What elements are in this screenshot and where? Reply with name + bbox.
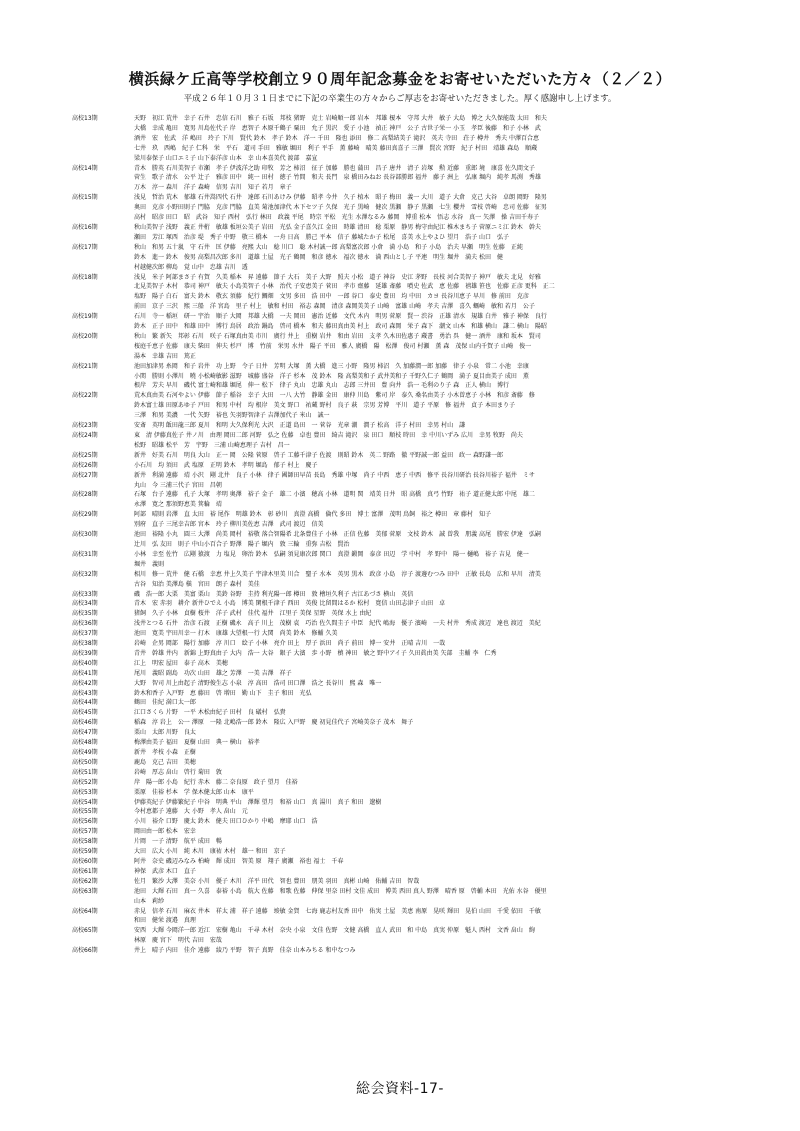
donor-names-line: 鈴木和香子 入戸野 恵 藤田 啓 増田 勤 山下 圭子 和田 光弘: [134, 689, 312, 697]
donor-names-line: 岸 陽一郎 小島 紀行 赤木 藤二 奈良原 政子 望月 佳裕: [134, 778, 298, 786]
donor-names-line: 万木 淳一 森川 洋子 森崎 信男 吉川 知子 若月 章子: [134, 184, 292, 192]
donor-names-line: 山本 莉紗: [134, 897, 165, 905]
donor-names: [134, 758, 752, 768]
donor-names-line: 鶴田 佳紀 満口太一郎: [134, 699, 196, 707]
class-year-row: [72, 689, 752, 699]
class-year-label: 高校55期: [72, 808, 98, 816]
class-year-row: [72, 461, 752, 471]
donor-names: [134, 243, 752, 273]
class-year-row: [72, 926, 752, 946]
donor-names-line: 新井 好美 石川 明良 大山 正一 岡 公隆 菅原 啓子 工藤千津子 佐渡 則昭 鈴木 英二 野路 徹 平野誠一郎 益田 政一 森野謙一郎: [134, 451, 503, 459]
class-year-row: [72, 510, 752, 530]
class-year-label: 高校41期: [72, 669, 98, 677]
donor-names: [134, 926, 752, 946]
class-year-row: [72, 778, 752, 788]
donor-names: [134, 718, 752, 728]
class-year-label: 高校39期: [72, 649, 98, 657]
class-year-label: 高校32期: [72, 570, 98, 578]
class-year-label: 高校53期: [72, 788, 98, 796]
donor-names-line: 酒井 宏 佐武 洋 嶋田 玲子 下川 賢代 鈴木 孝子 鈴木 洋一 千田 隆也 添田 修二 高梨結美子 滝沢 英夫 寺田 荘子 樽井 秀夫 中澤百合恵: [134, 134, 539, 142]
donor-names: [134, 738, 752, 748]
donor-names: [134, 471, 752, 491]
donor-names-line: 新井 孝枝 小森 正樹: [134, 749, 196, 756]
donor-names: [134, 798, 752, 808]
class-year-label: 高校38期: [72, 640, 98, 648]
class-year-label: 高校26期: [72, 461, 98, 469]
donor-names: [134, 391, 752, 421]
donor-names-line: 瀬田 芳江 塚西 治彦 堤 秀子 中野 敬三 橋本 一舟 日高 勝己 平本 信子 藤城たか子 松尾 喜美 水上やよひ 望月 浩子 山口 弘子: [134, 233, 509, 241]
donor-names-line: 堀井 義則: [134, 560, 165, 568]
class-year-row: [72, 471, 752, 491]
donor-names: [134, 837, 752, 847]
class-year-row: [72, 817, 752, 827]
class-year-label: 高校66期: [72, 947, 98, 955]
donor-names: [134, 788, 752, 798]
class-year-label: 高校14期: [72, 164, 98, 172]
donor-names-line: 林原 慶 宮下 明代 吉田 宏哉: [134, 937, 222, 945]
class-year-row: [72, 827, 752, 837]
donor-names-line: 岡田由一郎 松本 宏幸: [134, 828, 196, 836]
donor-names-line: 鈴木 進一 鈴木 俊男 高梨昌次郎 多川 道雄 土屋 光子 鶴岡 和彦 徳永 福次 徳永 満 西山とし子 平連 明生 堀井 満夫 松田 健: [134, 253, 503, 261]
donor-names: [134, 332, 752, 362]
page-title: 横浜緑ケ丘高等学校創立９０周年記念募金をお寄せいただいた方々（２／２）: [128, 70, 672, 88]
class-year-row: [72, 807, 752, 817]
donor-names-line: 和田 健栄 渡邉 真理: [134, 917, 196, 925]
donor-names: [134, 570, 752, 590]
class-year-row: [72, 114, 752, 164]
donor-names-line: 秋山美智子 浅野 義正 井桁 敏雄 板垣公美子 岩田 光弘 金子喜久江 金田 時雄 清田 稔 栗原 静男 梅守由紀江 椎木まち子 菅原ニミ江 鈴木 幹夫: [134, 223, 541, 231]
donor-names-line: 神保 武彦 木口 直子: [134, 867, 196, 875]
donor-names-line: 北見美智子 木村 恭司 神戸 敏夫 小島美智子 小林 治代 子安恵美子 菅田 孝市 齋藤 延雄 斎藤 噴史 佐武 恵 佐藤 禧雄 笹也 佐藤 正彦 更科 正二: [134, 283, 555, 291]
class-year-row: [72, 798, 752, 808]
class-year-row: [72, 312, 752, 332]
donor-names-line: 池田 寛美 宇田川幸一 打木 康雄 大望根一行 大関 尚美 鈴木 修輔 久美: [134, 630, 338, 638]
donor-names-line: 丸山 今 三浦三代子 宮田 昌朝: [134, 481, 222, 489]
donor-names-line: 井上 晴子 内田 佳介 遠藤 綾乃 平野 智子 真野 佳奈 山本みちる 和中なつみ: [134, 947, 356, 955]
donor-names-line: 秋山 繁 新矢 邦彰 石川 咲子 石塚真由美 市川 廣行 井上 重樹 岩井 和由 岩田 支孝 久木田佐惠子 蔵書 勇治 呉 健一 酒井 康和 坂本 賢司: [134, 332, 541, 340]
donor-names-line: 村越健次郎 柳島 覚 山中 忠雄 吉川 透: [134, 263, 248, 271]
class-year-label: 高校24期: [72, 432, 98, 439]
class-year-row: [72, 659, 752, 669]
class-year-label: 高校60期: [72, 857, 98, 865]
donor-names-line: 高村 昭彦 田口 昭 武谷 知子 西村 弘行 林田 政義 平尾 時宗 平松 光生 水澤なるみ 藤岡 博重 松本 悟志 水谷 真一 矢澤 操 吉田千寿子: [134, 214, 539, 222]
class-year-label: 高校45期: [72, 709, 98, 717]
donor-names: [134, 510, 752, 530]
class-year-row: [72, 907, 752, 927]
donor-names: [134, 114, 752, 164]
class-year-label: 高校56期: [72, 818, 98, 826]
donor-names: [134, 827, 752, 837]
donor-names: [134, 877, 752, 887]
donor-names: [134, 164, 752, 194]
class-year-label: 高校17期: [72, 243, 98, 251]
class-year-row: [72, 748, 752, 758]
class-year-label: 高校27期: [72, 471, 98, 479]
class-year-label: 高校35期: [72, 610, 98, 618]
donor-names-line: 七井 玖 西嶋 紀子 仁科 栄 平石 道司 手田 雅敏 堀田 利子 平手 薫 藤崎 晴美 藤田真喜子 三澤 賢次 宮野 紀子 村田 靖雄 森島 順蔵: [134, 144, 538, 152]
class-year-label: 高校63期: [72, 887, 98, 895]
donor-names-line: 小石川 均 須田 武 塩原 正明 鈴木 孝明 堀島 郁子 村上 慶子: [134, 461, 318, 469]
donor-names-line: 鈴木 正子 田中 和雄 田中 博行 鳥居 政治 鍋島 啓司 橋本 和夫 藤田真由美 村上 政司 森岡 栄子 森下 潮文 山本 和雄 横山 謙二 横山 陽昭: [134, 323, 547, 331]
donor-names-line: 今村恵都子 遠藤 大 小野 孝人 畠山 元: [134, 808, 248, 816]
donor-names: [134, 778, 752, 788]
class-year-label: 高校33期: [72, 590, 98, 598]
class-year-row: [72, 679, 752, 689]
class-year-row: [72, 728, 752, 738]
class-year-label: 高校18期: [72, 273, 98, 281]
donor-names-line: 永澤 寛之 那須野恵美 箕輪 靖: [134, 501, 222, 509]
donor-names-line: 石川 寺一 稲垣 研一 宇治 順子 大岡 邦雄 大橋 一夫 岡田 憲治 近藤 文代 木内 明男 菅原 賢一 渋谷 正雄 清水 規雄 白井 雅子 神保 良行: [134, 313, 547, 321]
donor-names-line: 栗山 太郎 川野 良太: [134, 729, 196, 737]
donor-names: [134, 312, 752, 332]
donor-names-line: 青木 宏 赤羽 耕介 新井ひでえ 小島 博美 閑根千津子 西田 英俊 比留間はるか 松村 寛信 山田志津子 山田 卓: [134, 600, 446, 608]
donor-names-line: 菅生 歌子 清水 公平 辻子 雅彦 田中 純一 田村 徳子 竹間 和夫 長門 泉 橋田みねお 長谷部勝郎 福井 藤子 洲上 弘康 堀内 純孝 馬渕 秀雄: [134, 174, 541, 182]
class-year-label: 高校22期: [72, 392, 98, 400]
class-year-row: [72, 669, 752, 679]
class-year-row: [72, 609, 752, 619]
donor-names-line: 梁川泰保子 山口エミ子 山下泰洋彦 山本 幸 山本喜美代 渡部 嘉宣: [134, 154, 318, 162]
donor-names: [134, 946, 752, 956]
donor-names-line: 池田 大輝 石田 真一 久喜 泰裕 小島 航大 佐藤 和歌 佐藤 伸保 里奈 田村 文佳 成田 博美 西田 真人 野澤 晴香 原 啓輔 本田 光佑 水谷 優里: [134, 887, 547, 895]
donor-names: [134, 193, 752, 223]
class-year-row: [72, 619, 752, 629]
donor-names-line: 荒木真由美 石河やよい 伊藤 節子 稲谷 幸子 大田 一八 大竹 静雄 金田 康仲 川島 紫司 岸 泰久 桑名由美子 小木曽恵子 小林 和彦 斎藤 修: [134, 392, 535, 400]
donor-names: [134, 768, 752, 778]
class-year-label: 高校19期: [72, 313, 98, 321]
class-year-row: [72, 451, 752, 461]
donor-names-line: 東 清 伊藤真佐子 井ノ川 由理 岡田二郎 河野 弘之 佐藤 卓也 豊田 綺吉 滝沢 泉 田口 順枝 時田 幸 中川いずみ 広川 幸男 牧野 尚夫: [134, 432, 523, 439]
donor-names-line: 小川 裕介 口野 慶太 鈴木 健夫 田口ひかり 中嶋 摩耶 山口 浩: [134, 818, 318, 826]
class-year-label: 高校25期: [72, 451, 98, 459]
donor-names-line: 梅澤由美子 福田 夏樹 山田 典一 横山 裕孝: [134, 739, 260, 747]
page-footer: 総会資料-17-: [356, 1081, 444, 1097]
donor-names-line: 大野 智司 川上由起子 清野俊生志 小泉 淳 高田 浩司 田口澤 浩之 長谷川 熙 森 唯一: [134, 679, 382, 687]
donor-names-line: 湯本 幸雄 吉田 篤正: [134, 352, 196, 360]
donor-names: [134, 273, 752, 313]
class-year-row: [72, 698, 752, 708]
class-year-label: 高校40期: [72, 659, 98, 667]
donor-names-line: 相川 修一 荒井 健 石橋 幸恵 井上久美子 宇津木里美 川合 聖子 水本 英男 黒木 政彦 小島 淳子 渡邊むつみ 田中 正敏 長島 広和 早川 清美: [134, 570, 541, 578]
donor-names-line: 青井 幹雄 井内 新錦 上野真由子 大内 浩一 大谷 銀子 大濱 歩 小野 槙 神田 敏之 野中アイ子 久田眞由美 矢部 圭輔 李 仁秀: [134, 649, 497, 657]
class-year-row: [72, 490, 752, 510]
class-year-row: [72, 362, 752, 392]
donor-names-line: 根岸 芳夫 早川 磯代 富士崎和雄 堀尾 伸一 松下 律子 丸山 忠雄 丸山 志郎 三井田 豊 向井 浩一 毛利のり子 森 正人 横山 博行: [134, 382, 509, 390]
donor-names: [134, 629, 752, 639]
donor-names: [134, 669, 752, 679]
donor-names-line: 伊藤英紀子 伊藤繁紀子 中谷 明典 平山 澤輝 望月 和裕 山口 真 湯川 真子 和田 遼樹: [134, 798, 382, 806]
class-year-label: 高校46期: [72, 719, 98, 727]
class-year-label: 高校43期: [72, 689, 98, 697]
donor-names-line: 安西 大輝 今岡洋一郎 近江 宏樹 亀山 千尋 木村 奈央 小泉 文佳 佐野 文健 高橋 直人 武田 和 中島 真実 仲原 魁人 西村 文香 畠山 絢: [134, 927, 535, 935]
donor-names-line: 奥田 克彦 小野田則子 門脇 克彦 門脇 直美 菊池加津代 木下セツ子 久保 光子 黒崎 健次 黒瀬 静子 黒瀬 七生 櫻井 雪枝 啓崎 忠司 佐藤 征男: [134, 204, 547, 212]
class-year-row: [72, 946, 752, 956]
donor-names-line: 浅見 哲治 荒木 郁雄 石井嵩四代 石井 達郎 石川あけみ 伊藤 昭孝 今井 久子 植木 昭子 梅田 義一 大川 道子 大倉 克己 大谷 卓朗 岡野 隆男: [134, 194, 547, 202]
donor-names: [134, 421, 752, 431]
donor-names-line: 江口さくら 片野 一平 木松由紀子 田村 良 礒村 弘貴: [134, 709, 286, 717]
donor-names: [134, 223, 752, 243]
class-year-row: [72, 629, 752, 639]
donor-names-line: 鹿島 克己 吉田 美穂: [134, 758, 196, 766]
class-year-label: 高校50期: [72, 758, 98, 766]
donor-names: [134, 857, 752, 867]
class-year-row: [72, 837, 752, 847]
donor-names-line: 三澤 和男 美濃 一代 矢野 裕也 矢羽野智津子 吉澤加代子 米山 誠一: [134, 412, 330, 420]
class-year-row: [72, 223, 752, 243]
donor-names-line: 天野 初江 荒井 幸子 石井 忠信 石川 雅子 石坂 邦枝 猪野 克士 岩崎順一郎 岩本 邦雄 榎本 守邦 大井 敏子 大島 博之 大久保能哉 太田 和夫: [134, 115, 547, 122]
class-year-row: [72, 649, 752, 659]
donor-names-line: 大田 広大 小川 純 木川 康祐 木村 雄一 和田 京子: [134, 848, 286, 856]
class-year-row: [72, 332, 752, 362]
donor-names: [134, 708, 752, 718]
donor-names-line: 大橋 幸成 亀田 寛男 川島佐代子 岸 恵智子 木原千鶴子 粟田 允子 黒沢 愛子 小池 禎正 神戸 公子 古世子栄一 小玉 孝臣 後藤 和子 小林 武: [134, 124, 541, 132]
donor-names-line: 江上 明宏 屋田 泰子 高木 美穂: [134, 659, 228, 667]
donor-names: [134, 649, 752, 659]
donor-names: [134, 550, 752, 570]
class-year-row: [72, 857, 752, 867]
donor-names: [134, 728, 752, 738]
donor-names: [134, 698, 752, 708]
class-year-label: 高校16期: [72, 223, 98, 231]
donor-names: [134, 530, 752, 550]
donor-names-line: 猪飼 久子 小林 貞樹 桜井 洋子 武村 佳代 福井 江里子 美保 星野 英保 水上 由紀: [134, 610, 372, 618]
class-year-row: [72, 877, 752, 887]
donor-names: [134, 867, 752, 877]
class-year-label: 高校61期: [72, 867, 98, 875]
donor-names-line: 赤見 信孝 石川 麻衣 井本 祥太 浦 祥子 遠藤 竣敏 金賀 七海 鹿志村友香 田中 佑実 土屋 美恵 南原 晃咲 輝田 晃伯 山田 千愛 依田 千敏: [134, 907, 541, 915]
donor-names-line: 尾川 義昭 副島 功次 山田 雄之 芳澤 一美 吉澤 祥子: [134, 669, 292, 677]
class-year-label: 高校13期: [72, 115, 98, 122]
donor-names-line: 前田 京子 三沢 熙 三船 洋 宮島 里子 村上 敏和 村田 裕志 森岡 清彦 森岡美美子 山崎 富雄 山崎 孝夫 吉澤 喜久 蠣崎 敏和 若月 公子: [134, 303, 535, 311]
donor-names: [134, 490, 752, 510]
donor-names: [134, 748, 752, 758]
class-year-label: 高校64期: [72, 907, 98, 915]
donor-names-line: 阿井 奈史 磯辺みなみ 柏崎 輝 成田 智美 原 翔子 廣瀬 裕也 福士 千春: [134, 857, 344, 865]
class-year-row: [72, 738, 752, 748]
donor-names: [134, 817, 752, 827]
donor-names-line: 磯 浩一郎 大栗 美富 栗山 美鈴 谷野 圭持 利光陽一郎 樽田 敦 檜垣久利子 古江あづさ 横山 英信: [134, 590, 414, 598]
donor-names-line: 池田 裕隆 小丸 圓三 大澤 尚美 岡村 裕敬 落合智陽希 北条豊佳子 小林 正信 佐藤 美郁 菅原 文枝 鈴木 誠 曽我 朋義 高尾 勝宏 伊達 弘嗣: [134, 531, 541, 539]
page-subtitle: 平成２６年１０月３１日までに下記の卒業生の方々からご厚志をお寄せいただきました。厚く感謝申し上げます。: [183, 94, 617, 104]
donor-names: [134, 590, 752, 600]
donor-names-line: 秋山 和男 五十嵐 守 石井 匡 伊藤 亮熙 大山 稔 川口 聡 木村誠一郎 高梨富次郎 小倉 満 小島 和子 小島 治夫 早瀬 明生 佐藤 正純: [134, 243, 523, 251]
class-year-row: [72, 887, 752, 907]
donor-names-line: 石塚 台子 遠藤 孔子 大塚 孝明 奥澤 裕子 金子 雄二 小濱 穂高 小林 道明 関 靖美 日井 昭 高橋 真弓 竹野 祐子 道正健太郎 中尾 雄二: [134, 491, 535, 499]
donor-names-line: 塩野 陽子 白石 富夫 鈴木 敬玄 須藤 紀行 鯛畑 文男 多田 浩 田中 一郎 谷口 泰史 豊田 均 中田 カヨ 長谷川恵子 早川 修 前田 克彦: [134, 293, 529, 301]
class-year-row: [72, 768, 752, 778]
donor-names: [134, 907, 752, 927]
donor-names: [134, 659, 752, 669]
class-year-row: [72, 639, 752, 649]
class-year-label: 高校23期: [72, 422, 98, 430]
class-year-label: 高校34期: [72, 600, 98, 608]
class-year-label: 高校20期: [72, 332, 98, 340]
class-year-label: 高校65期: [72, 927, 98, 935]
donor-names-line: 古谷 知治 美澤島 槇 宮田 朗子 森村 美佳: [134, 580, 260, 588]
donor-names: [134, 619, 752, 629]
donor-names-line: 片岡 一子 清野 航平 成田 暢: [134, 838, 222, 846]
donor-names: [134, 599, 752, 609]
donor-names-line: 栗原 佳裕 杉本 学 保木健太郎 山本 康平: [134, 788, 254, 796]
donor-names: [134, 609, 752, 619]
class-year-label: 高校29期: [72, 511, 98, 519]
class-year-row: [72, 243, 752, 273]
class-year-row: [72, 758, 752, 768]
donor-names: [134, 847, 752, 857]
class-year-label: 高校37期: [72, 630, 98, 638]
donor-names-line: 新井 利満 遠藤 靖 小沢 剛 北井 良子 小林 律子 國師田早苗 長島 秀雄 中塚 尚子 中西 恵子 中西 修平 長谷川研治 長谷川裕子 福井 ミサ: [134, 471, 535, 479]
class-year-row: [72, 788, 752, 798]
donor-names-line: 青木 勝英 石川美智子 市瀬 孝子 伊波洋之助 印牧 芳之 柿沼 征子 加藤 勝也 蒲田 昌子 唐井 清子 岩塚 勲 近藤 重郎 境 康喜 佐久間文子: [134, 164, 535, 172]
class-year-row: [72, 273, 752, 313]
class-year-label: 高校36期: [72, 620, 98, 628]
class-year-row: [72, 590, 752, 600]
class-year-row: [72, 867, 752, 877]
class-year-row: [72, 599, 752, 609]
donor-names: [134, 431, 752, 451]
donor-names: [134, 689, 752, 699]
donor-names: [134, 807, 752, 817]
donor-names-line: 佐月 繁沙 大澤 美奈 小川 優子 木川 洋平 田代 智也 豊田 朋美 羽田 真彬 山崎 佑輔 吉田 智哉: [134, 877, 420, 885]
donor-names-line: 鈴木富士雄 田原あゆ子 戸田 和男 中村 均 根岸 美文 野口 祐蔵 野村 良子 萩 宗男 芳博 平川 道子 平原 修 福井 貞子 本田まり子: [134, 402, 515, 410]
class-year-label: 高校58期: [72, 838, 98, 846]
donor-list: [72, 114, 752, 956]
donor-names: [134, 362, 752, 392]
donor-names-line: 岩崎 企男 岡部 陽行 加藤 淳 川口 絵子 小林 亮介 田上 厚子 浜田 尚子 前田 博一 安井 正晴 吉川 一哉: [134, 640, 446, 648]
class-year-label: 高校52期: [72, 778, 98, 786]
donor-names: [134, 887, 752, 907]
class-year-row: [72, 718, 752, 728]
class-year-label: 高校44期: [72, 699, 98, 707]
donor-names: [134, 461, 752, 471]
class-year-label: 高校54期: [72, 798, 98, 806]
class-year-label: 高校42期: [72, 679, 98, 687]
class-year-row: [72, 391, 752, 421]
donor-names-line: 池田加津男 糸岡 和子 岩井 功 上野 令子 日井 芳明 大塚 薫 大橋 進三 小野 隆男 柿沼 久 加藤潤一郎 加藤 律子 小泉 常二 小池 幸康: [134, 362, 529, 370]
donor-names-line: 辻川 弘 友田 則子 中山小百合子 野澤 陽子 堀内 敦 三輪 重弥 吉松 賢治: [134, 540, 350, 548]
class-year-label: 高校49期: [72, 749, 98, 756]
donor-names-line: 岩崎 厚志 畠山 啓行 菊田 敦: [134, 768, 222, 776]
donor-names-line: 桜庭千恵子 佐藤 康夫 柴田 伸夫 杉戸 博 竹前 栄男 水井 陽子 平田 雅人 廣橋 陽 松澤 俊司 村瀬 薫 森 茂保 山内千賀子 山崎 俊一: [134, 342, 532, 350]
class-year-label: 高校62期: [72, 877, 98, 885]
class-year-row: [72, 164, 752, 194]
class-year-label: 高校57期: [72, 828, 98, 836]
donor-names: [134, 451, 752, 461]
class-year-label: 高校31期: [72, 550, 98, 558]
class-year-row: [72, 708, 752, 718]
donor-names-line: 松野 昭雄 松平 芳 宇野 三浦 山崎恵理子 吉村 昌一: [134, 441, 290, 449]
class-year-label: 高校59期: [72, 848, 98, 856]
class-year-row: [72, 847, 752, 857]
class-year-row: [72, 570, 752, 590]
donor-names-line: 浅見 米子 阿部まさ子 有賀 久美 稲本 昇 遠藤 節子 大石 美子 大野 照夫 小松 道子 神谷 史江 茅野 長枝 河合美智子 神戸 敏夫 北見 好雅: [134, 273, 541, 281]
donor-names-line: 小関 勝則 小澤川 曉 小松崎敏影 滋野 城藤 盛谷 洋子 杉本 茂 鈴木 隆 高梨美和子 武井美和子 千野久仁子 鶴岡 満子 夏目由美子 成田 薫: [134, 372, 529, 380]
class-year-row: [72, 421, 752, 431]
donor-names-line: 小林 幸至 佐竹 広剛 猿渡 力 塩見 卵治 鈴木 弘嗣 須見康次郎 関口 真澄 鍛岡 泰彦 田辺 学 中村 孝 野中 陽一 樋嶋 裕子 吉見 健一: [134, 550, 529, 558]
donor-names: [134, 639, 752, 649]
donor-names-line: 稲森 淳 岩上 公一 澤原 一隆 北嶋浩一郎 鈴木 隆広 入戸野 慶 初見佳代子 宮崎美奈子 茂木 舞子: [134, 719, 414, 727]
class-year-label: 高校30期: [72, 531, 98, 539]
donor-names-line: 浅井とつる 石井 治彦 石渡 正樹 磯永 高子 川上 茂樹 袁 巧治 佐久間圭子 中臣 紀代 嶋海 優子 濱崎 一夫 村井 秀成 渡辺 達也 渡辺 美紀: [134, 620, 541, 628]
donor-names: [134, 679, 752, 689]
class-year-label: 高校21期: [72, 362, 98, 370]
donor-names-line: 別府 直子 三尾幸吉郎 宮本 玲子 柳川美佐恵 吉澤 武司 渡辺 信美: [134, 521, 324, 529]
class-year-label: 高校28期: [72, 491, 98, 499]
donor-names-line: 安斎 英明 飯田龍三郎 夏川 和明 大久保利光 大沢 正道 島田 一 菅谷 光章 潮 潤子 松高 洋子 村田 幸男 村山 謙: [134, 422, 466, 430]
donor-names-line: 阿部 晴則 岩澤 直 太田 裕 尾作 明雄 鈴木 彰 砂川 真澄 高橋 倫代 多田 博士 富澤 茂明 鳥飼 裕之 樽田 章 藤村 知子: [134, 511, 491, 519]
class-year-label: 高校47期: [72, 729, 98, 737]
class-year-row: [72, 550, 752, 570]
class-year-label: 高校48期: [72, 739, 98, 747]
class-year-label: 高校51期: [72, 768, 98, 776]
class-year-row: [72, 530, 752, 550]
class-year-row: [72, 193, 752, 223]
class-year-label: 高校15期: [72, 194, 98, 202]
class-year-row: [72, 431, 752, 451]
